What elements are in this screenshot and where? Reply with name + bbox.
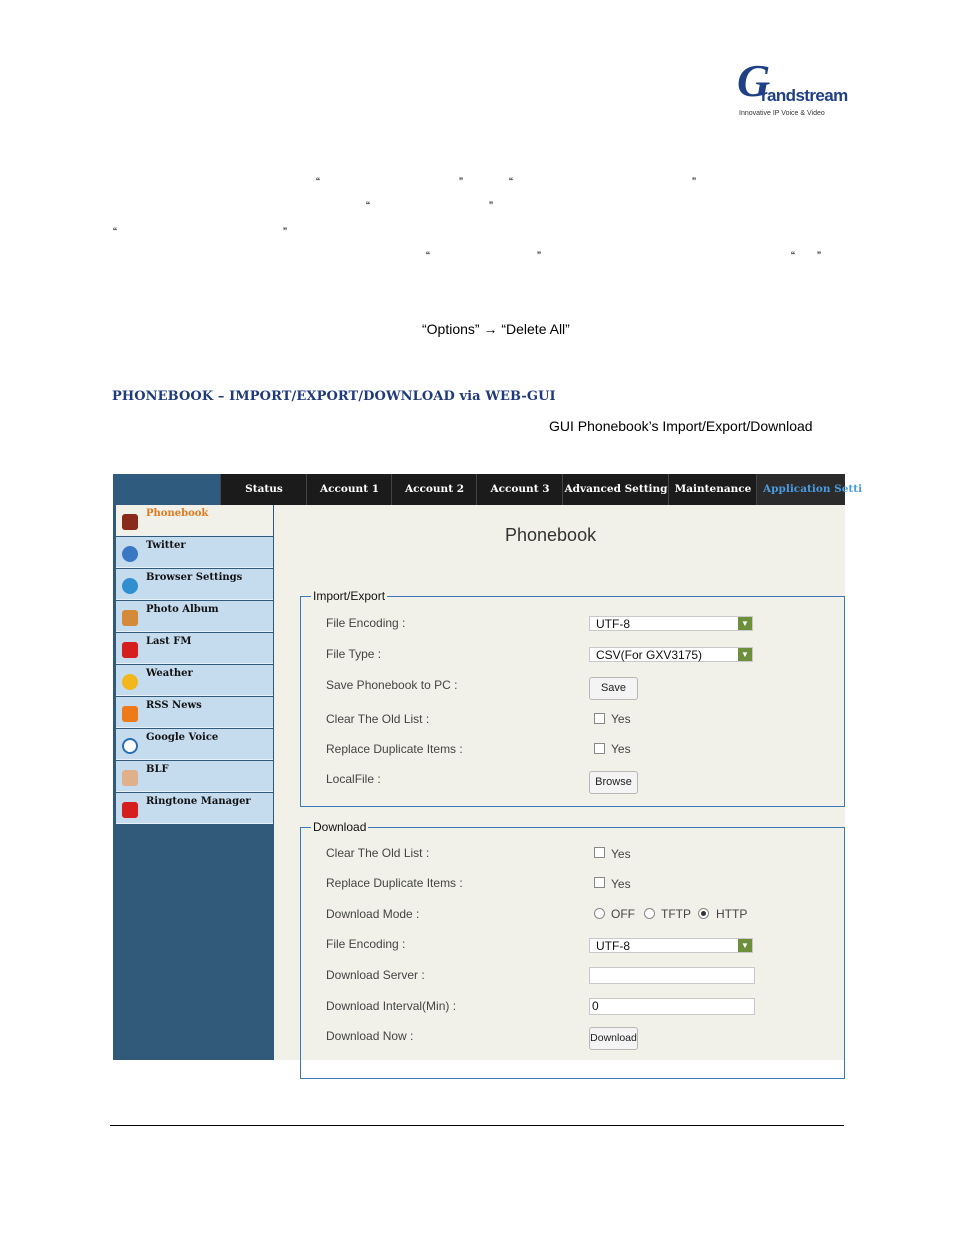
download-mode-tftp-label: TFTP [661,907,691,921]
quote-mark: ” [489,199,493,213]
quote-mark: ” [537,249,541,263]
browse-button[interactable]: Browse [589,771,638,794]
sidebar-item-twitter[interactable] [116,537,273,568]
download-legend: Download [313,820,367,834]
quote-mark: ” [692,175,696,189]
download-button[interactable]: Download [589,1027,638,1050]
file-encoding-value: UTF-8 [596,617,630,631]
download-file-encoding-label: File Encoding : [326,937,406,951]
download-mode-tftp-radio[interactable] [644,908,655,919]
photo-album-icon [122,610,138,626]
quote-mark: ” [817,249,821,263]
sidebar-item-photo-album[interactable] [116,601,273,632]
download-interval-label: Download Interval(Min) : [326,999,457,1013]
weather-icon [122,674,138,690]
download-clear-old-list-yes: Yes [611,847,631,861]
quote-mark: ” [283,225,287,239]
tab-maintenance[interactable]: Maintenance [668,474,757,505]
download-mode-label: Download Mode : [326,907,420,921]
download-replace-duplicate-yes: Yes [611,877,631,891]
web-gui-screenshot [113,474,863,1060]
tab-application-settings[interactable]: Application Setti [756,474,845,505]
download-mode-off-label: OFF [611,907,635,921]
download-replace-duplicate-label: Replace Duplicate Items : [326,876,463,890]
tab-account-1[interactable]: Account 1 [306,474,392,505]
logo-wordmark: randstream [761,86,848,105]
sidebar-item-label: Last FM [146,636,192,647]
section-heading: PHONEBOOK – IMPORT/EXPORT/DOWNLOAD via WEB-GUI [112,389,556,404]
phone-icon [122,738,138,754]
replace-duplicate-label: Replace Duplicate Items : [326,742,463,756]
sidebar-item-label: RSS News [146,700,202,711]
quote-mark: “ [509,175,513,189]
file-type-value: CSV(For GXV3175) [596,648,703,662]
quote-mark: “ [113,225,117,239]
file-encoding-label: File Encoding : [326,616,406,630]
sidebar-item-google-voice[interactable] [116,729,273,760]
quote-mark: “ [366,199,370,213]
sidebar [113,505,274,1060]
sidebar-item-label: Photo Album [146,604,219,615]
file-encoding-select[interactable] [589,616,753,631]
download-mode-http-label: HTTP [716,907,748,921]
sidebar-item-label: Ringtone Manager [146,796,251,807]
download-file-encoding-value: UTF-8 [596,939,630,953]
page-title: Phonebook [505,525,597,545]
figure-caption: GUI Phonebook’s Import/Export/Download [549,418,813,434]
replace-duplicate-checkbox[interactable] [594,743,605,754]
download-clear-old-list-label: Clear The Old List : [326,846,430,860]
sidebar-item-ringtone-manager[interactable] [116,793,273,824]
download-server-input[interactable] [589,967,755,984]
download-server-label: Download Server : [326,968,425,982]
sidebar-item-last-fm[interactable] [116,633,273,664]
download-file-encoding-select[interactable] [589,938,753,953]
sidebar-item-blf[interactable] [116,761,273,792]
rss-icon [122,706,138,722]
globe-icon [122,578,138,594]
top-nav-bar [113,474,863,505]
quote-mark: “ [426,249,430,263]
chevron-down-icon: ▼ [738,617,752,630]
tab-status[interactable]: Status [220,474,307,505]
download-mode-http-radio[interactable] [698,908,709,919]
sidebar-item-label: Phonebook [146,508,209,519]
quote-mark: “ [316,175,320,189]
download-interval-input[interactable]: 0 [589,998,755,1015]
clear-old-list-checkbox[interactable] [594,713,605,724]
sidebar-item-weather[interactable] [116,665,273,696]
quote-mark: ” [459,175,463,189]
save-phonebook-label: Save Phonebook to PC : [326,678,458,692]
import-export-legend: Import/Export [313,589,386,603]
clear-old-list-yes: Yes [611,712,631,726]
sidebar-item-label: BLF [146,764,169,775]
file-type-select[interactable] [589,647,753,662]
person-icon [122,770,138,786]
nav-spacer [113,474,220,505]
tab-account-2[interactable]: Account 2 [391,474,477,505]
options-delete-all-text: “Options” → “Delete All” [422,321,570,337]
download-mode-off-radio[interactable] [594,908,605,919]
save-button[interactable]: Save [589,677,638,700]
sidebar-item-phonebook[interactable] [116,505,273,536]
download-replace-duplicate-checkbox[interactable] [594,877,605,888]
clear-old-list-label: Clear The Old List : [326,712,430,726]
music-note-icon [122,802,138,818]
tab-advanced-setting[interactable]: Advanced Setting [562,474,669,505]
download-now-label: Download Now : [326,1029,414,1043]
grandstream-logo [735,55,848,124]
twitter-icon [122,546,138,562]
download-clear-old-list-checkbox[interactable] [594,847,605,858]
sidebar-item-label: Browser Settings [146,572,243,583]
logo-tagline: Innovative IP Voice & Video [739,110,825,117]
chevron-down-icon: ▼ [738,939,752,952]
sidebar-item-label: Twitter [146,540,186,551]
replace-duplicate-yes: Yes [611,742,631,756]
chevron-down-icon: ▼ [738,648,752,661]
local-file-label: LocalFile : [326,772,381,786]
sidebar-item-label: Weather [146,668,193,679]
file-type-label: File Type : [326,647,382,661]
tab-account-3[interactable]: Account 3 [476,474,563,505]
footer-divider [110,1125,844,1126]
logo-initial: G [737,55,771,106]
lastfm-icon [122,642,138,658]
quote-mark: “ [791,249,795,263]
phonebook-icon [122,514,138,530]
sidebar-item-rss-news[interactable] [116,697,273,728]
sidebar-item-browser-settings[interactable] [116,569,273,600]
sidebar-item-label: Google Voice [146,732,219,743]
